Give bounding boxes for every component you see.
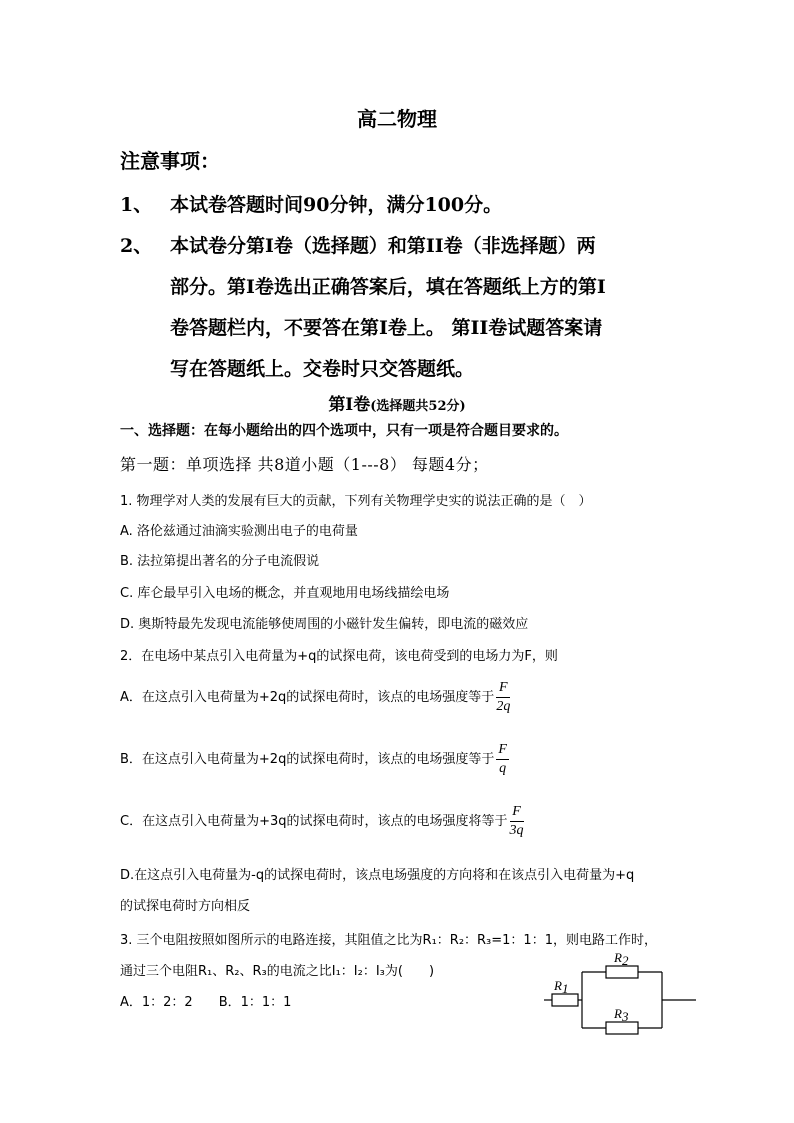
part-heading: 第一题：单项选择 共8道小题（1---8） 每题4分；: [120, 455, 489, 474]
fraction: [496, 680, 510, 715]
q2-option-c: [120, 804, 524, 839]
page-title: 高二物理: [357, 107, 437, 131]
note-2-line-4: 写在答题纸上。交卷时只交答题纸。: [170, 358, 475, 380]
section-heading: 一、选择题：在每小题给出的四个选项中，只有一项是符合题目要求的。: [120, 423, 568, 439]
r1-label: R1: [554, 978, 569, 996]
q1-option-c: C. 库仑最早引入电场的概念，并直观地用电场线描绘电场: [120, 586, 450, 601]
q3-options: A．1：2：2 B．1：1：1: [120, 995, 292, 1010]
q2-option-b: [120, 742, 509, 777]
q2-option-d-line-1: D.在这点引入电荷量为-q的试探电荷时，该点电场强度的方向将和在该点引入电荷量为+q: [120, 868, 635, 883]
circuit-diagram: [540, 950, 700, 1040]
q2-option-c-text: C．在这点引入电荷量为+3q的试探电荷时，该点的电场强度将等于: [120, 814, 508, 829]
note-2-number: 2、: [120, 235, 153, 257]
q2-option-a: [120, 680, 510, 715]
fraction-numerator: F: [496, 680, 510, 698]
fraction: [496, 742, 509, 777]
fraction-denominator: q: [499, 761, 507, 776]
fraction-numerator: F: [496, 742, 509, 760]
q2-option-d-line-2: 的试探电荷时方向相反: [120, 899, 251, 914]
q2-stem: 2．在电场中某点引入电荷量为+q的试探电荷，该电荷受到的电场力为F，则: [120, 649, 558, 664]
note-1-number: 1、: [120, 194, 153, 216]
q2-option-b-text: B．在这点引入电荷量为+2q的试探电荷时，该点的电场强度等于: [120, 752, 495, 767]
fraction-denominator: 2q: [496, 699, 511, 714]
q1-option-b: B. 法拉第提出著名的分子电流假说: [120, 554, 320, 569]
note-2-line-1: 本试卷分第Ⅰ卷（选择题）和第II卷（非选择题）两: [170, 235, 596, 257]
q2-option-a-text: A．在这点引入电荷量为+2q的试探电荷时，该点的电场强度等于: [120, 690, 495, 705]
note-2-line-2: 部分。第Ⅰ卷选出正确答案后，填在答题纸上方的第Ⅰ: [170, 276, 606, 298]
q1-option-a: A. 洛伦兹通过油滴实验测出电子的电荷量: [120, 524, 358, 539]
q3-stem-line-1: 3. 三个电阻按照如图所示的电路连接，其阻值之比为R₁：R₂：R₃=1：1：1，则电路工作时，: [120, 933, 657, 948]
fraction-denominator: 3q: [509, 823, 524, 838]
q1-stem: 1. 物理学对人类的发展有巨大的贡献，下列有关物理学史实的说法正确的是（ ）: [120, 494, 592, 509]
note-2-line-3: 卷答题栏内，不要答在第Ⅰ卷上。 第II卷试题答案请: [170, 317, 603, 339]
volume-1-note: (选择题共52分): [370, 399, 466, 414]
fraction-numerator: F: [510, 804, 524, 822]
q3-stem-line-2: 通过三个电阻R₁、R₂、R₃的电流之比I₁：I₂：I₃为( ): [120, 964, 435, 979]
fraction: [510, 804, 524, 839]
volume-1-title: [0, 390, 794, 415]
r3-label: R3: [614, 1006, 629, 1024]
notes-heading: 注意事项：: [120, 149, 220, 173]
q1-option-d: D. 奥斯特最先发现电流能够使周围的小磁针发生偏转，即电流的磁效应: [120, 617, 529, 632]
volume-1-label: 第Ⅰ卷: [328, 395, 371, 415]
note-1-text: 本试卷答题时间90分钟，满分100分。: [170, 194, 503, 216]
r2-label: R2: [614, 950, 629, 968]
